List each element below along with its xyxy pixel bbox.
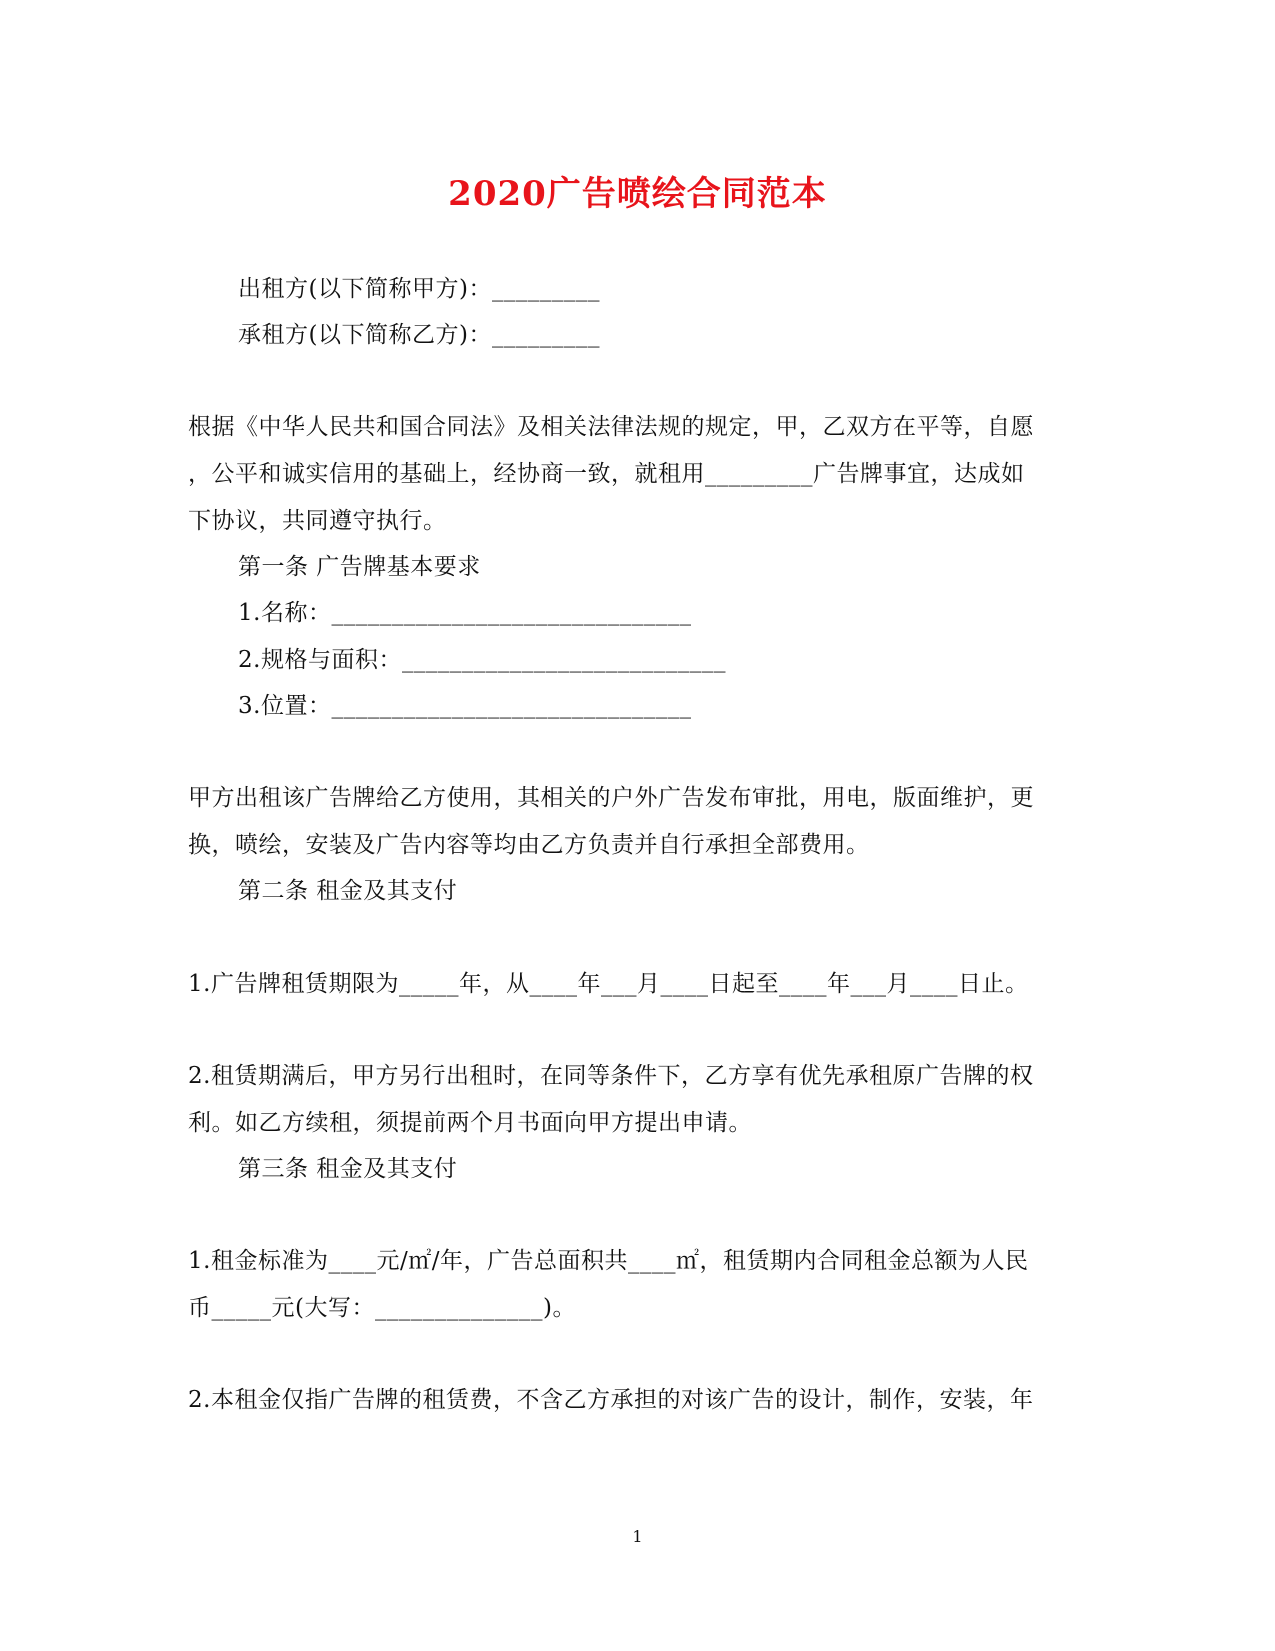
article1-item-size: 2.规格与面积：___________________________ [238, 647, 726, 673]
article1-item-location: 3.位置：______________________________ [238, 693, 692, 719]
usage-line-1: 甲方出租该广告牌给乙方使用，其相关的户外广告发布审批，用电，版面维护，更 [188, 785, 1034, 811]
article3-item1-line-1: 1.租金标准为____元/㎡/年，广告总面积共____㎡，租赁期内合同租金总额为人民 [188, 1248, 1029, 1274]
page-number: 1 [632, 1527, 643, 1546]
usage-line-2: 换，喷绘，安装及广告内容等均由乙方负责并自行承担全部费用。 [188, 832, 870, 858]
article1-heading: 第一条 广告牌基本要求 [238, 554, 481, 580]
article1-item-name: 1.名称：______________________________ [238, 600, 692, 626]
article2-item2-line-1: 2.租赁期满后，甲方另行出租时，在同等条件下，乙方享有优先承租原广告牌的权 [188, 1063, 1034, 1089]
article2-heading: 第二条 租金及其支付 [238, 878, 458, 904]
article3-heading: 第三条 租金及其支付 [238, 1156, 458, 1182]
document-title: 2020广告喷绘合同范本 [448, 174, 827, 214]
party-a-line: 出租方(以下简称甲方)：_________ [238, 276, 600, 302]
intro-line-1: 根据《中华人民共和国合同法》及相关法律法规的规定，甲，乙双方在平等，自愿 [188, 414, 1034, 440]
article3-item2: 2.本租金仅指广告牌的租赁费，不含乙方承担的对该广告的设计，制作，安装，年 [188, 1387, 1034, 1413]
intro-line-3: 下协议，共同遵守执行。 [188, 508, 447, 534]
party-b-line: 承租方(以下简称乙方)：_________ [238, 322, 600, 348]
article3-item1-line-2: 币_____元(大写：______________)。 [188, 1295, 576, 1321]
intro-line-2: ，公平和诚实信用的基础上，经协商一致，就租用_________广告牌事宜，达成如 [188, 461, 1025, 487]
article2-item2-line-2: 利。如乙方续租，须提前两个月书面向甲方提出申请。 [188, 1110, 752, 1136]
article2-item1: 1.广告牌租赁期限为_____年，从____年___月____日起至____年___月____日止。 [188, 971, 1029, 997]
